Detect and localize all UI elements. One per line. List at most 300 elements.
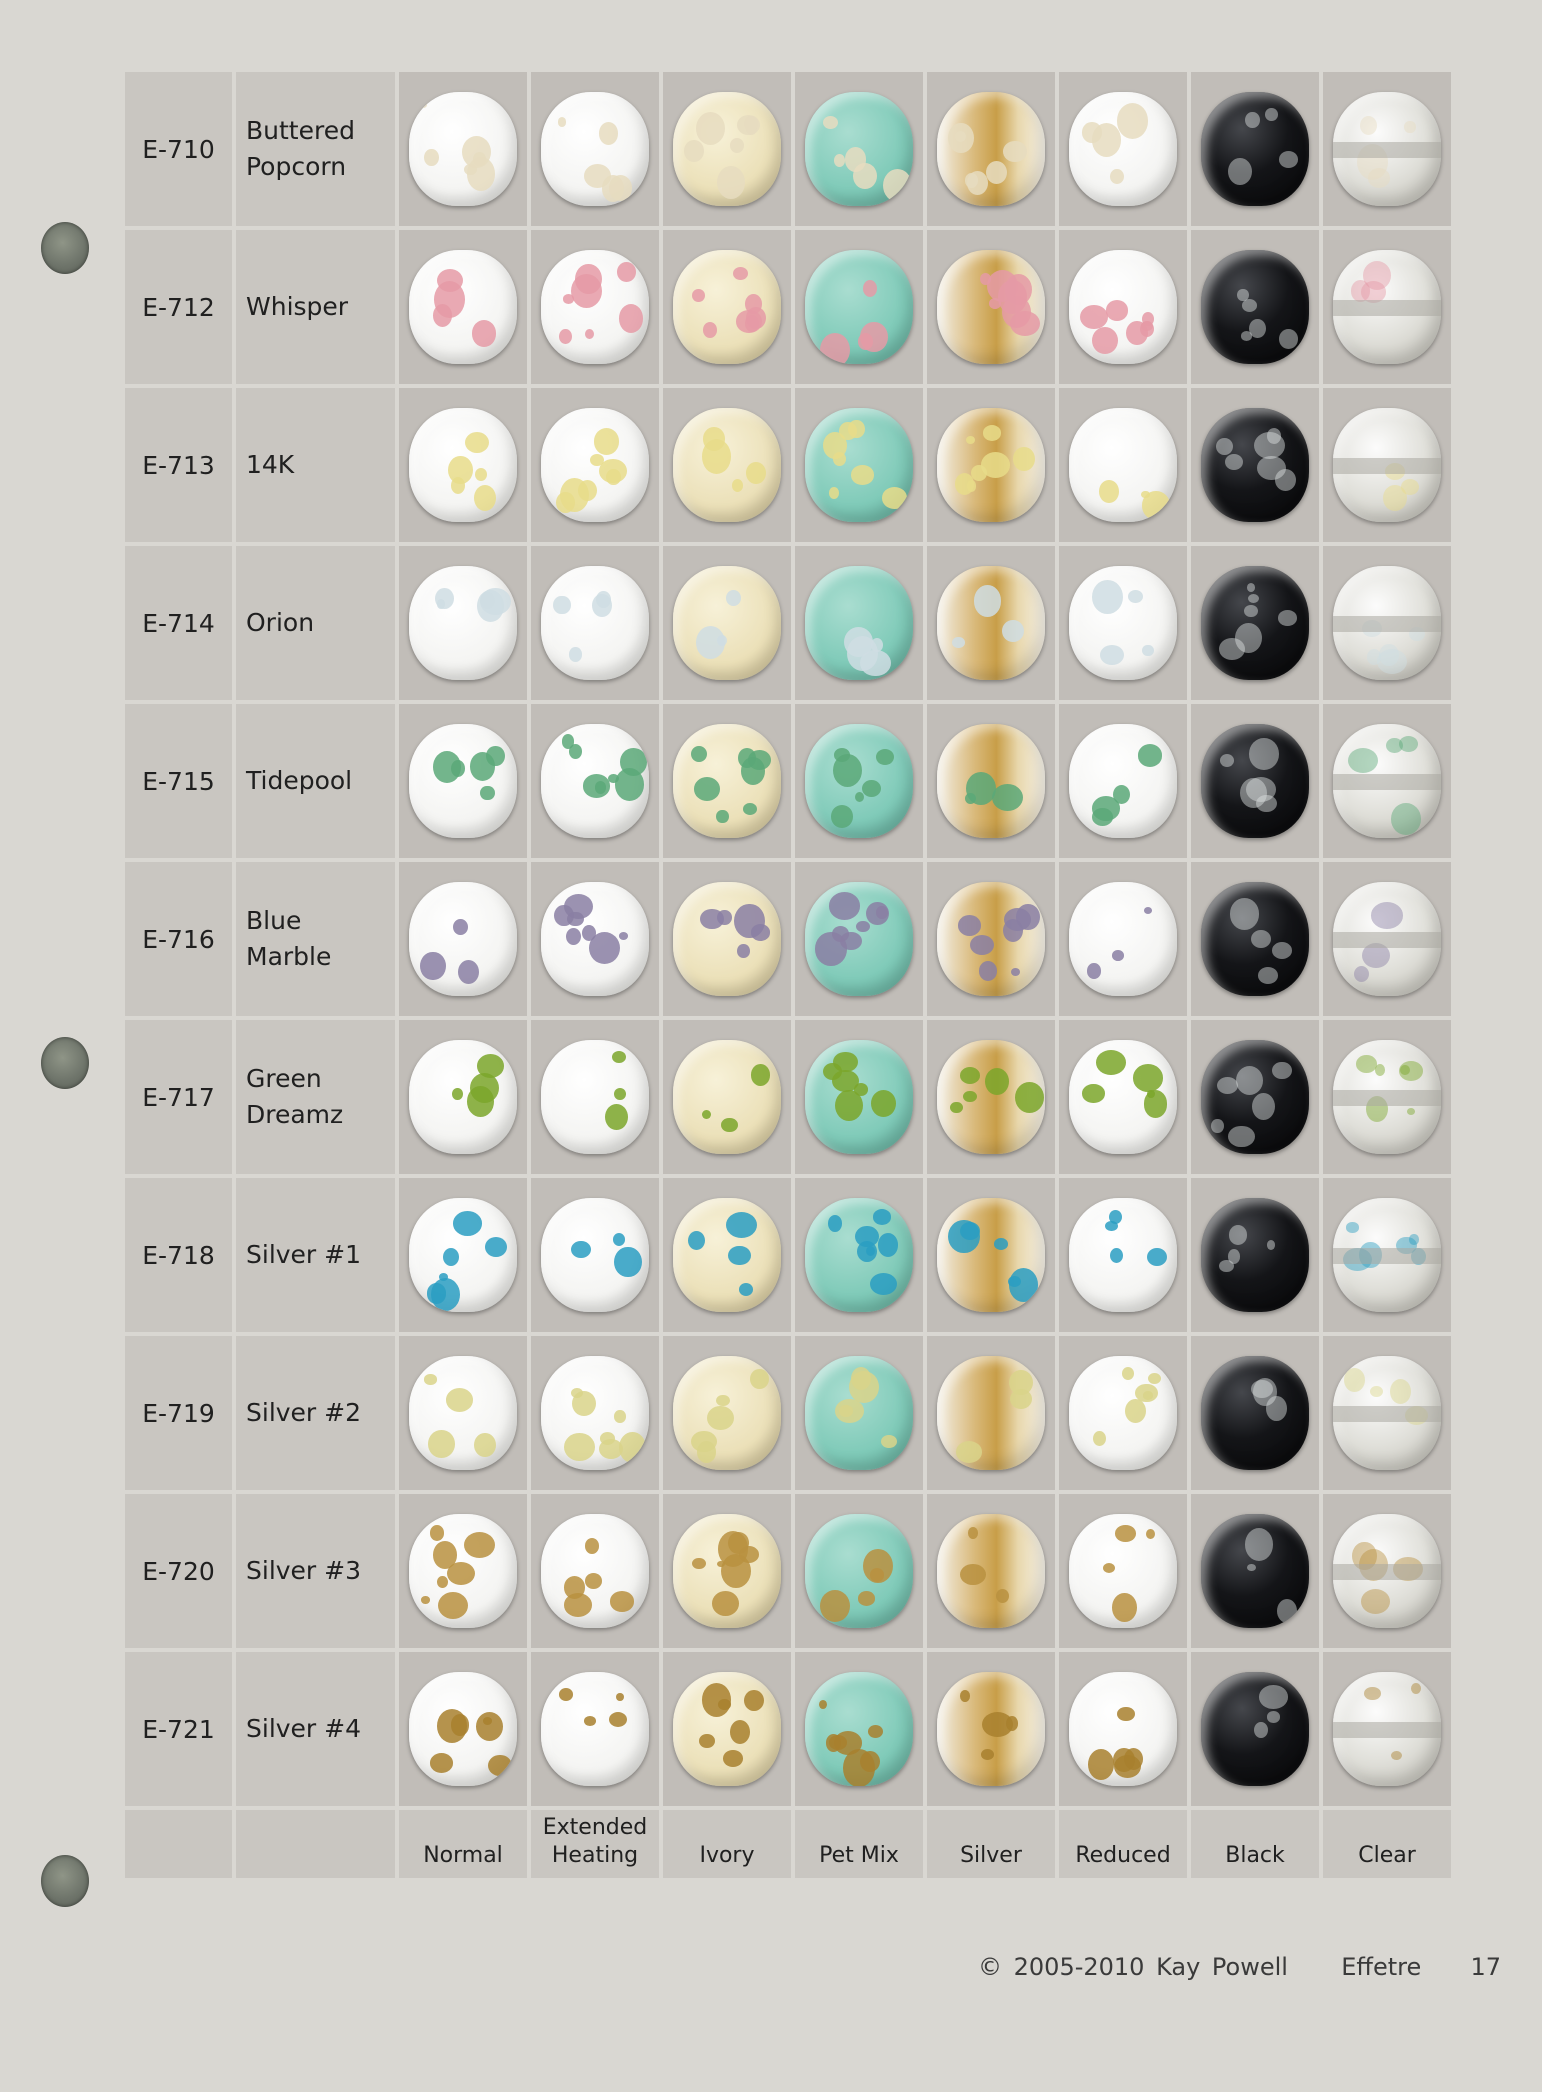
bead-sample [1201,408,1309,522]
bead-cell [399,72,527,226]
bead-spot [1252,1093,1275,1120]
bead-spot [453,919,468,935]
bead-cell [531,230,659,384]
bead-spot [1103,1563,1115,1573]
bead-spot [834,154,845,167]
bead-spot [750,1369,769,1389]
bead-spot [1279,329,1298,349]
bead-spot [979,961,998,981]
bead-spot [1117,103,1149,139]
bead-sample [805,408,913,522]
bead-spot [848,420,864,438]
bead-spot [688,1231,705,1250]
bead-spot [1211,1119,1223,1133]
bead-spot [726,1212,757,1238]
bead-sample [805,1356,913,1470]
bead-sample [1069,408,1177,522]
bead-spot [1265,108,1277,121]
bead-spot [696,112,725,145]
bead-sample [805,566,913,680]
bead-spot [691,746,707,763]
bead-cell [531,546,659,700]
bead-spot [955,131,966,142]
bead-spot [820,1590,850,1622]
bead-spot [835,1090,863,1121]
bead-sample [1201,1198,1309,1312]
bead-spot [960,1067,980,1084]
bead-spot [571,1241,591,1258]
bead-sample [1069,1040,1177,1154]
bead-cell [531,388,659,542]
bead-cell [1191,388,1319,542]
bead-spot [1272,1062,1291,1080]
bead-spot [862,780,881,798]
bead-cell [1191,546,1319,700]
bead-cell [795,862,923,1016]
bead-spot [1092,327,1119,355]
bead-spot [878,1233,898,1256]
bead-cell [399,1020,527,1174]
bead-spot [437,1576,448,1588]
bead-spot [594,428,619,454]
bead-spot [1147,1248,1168,1267]
bead-sample [1201,724,1309,838]
bead-cell [663,1336,791,1490]
bead-spot [1279,151,1299,168]
bead-cell [531,862,659,1016]
bead-spot [863,280,877,297]
bead-spot [427,1283,447,1303]
bead-spot [1241,331,1253,341]
bead-spot [819,1700,827,1709]
bead-cell [1059,1494,1187,1648]
bead-cell [795,1178,923,1332]
bead-cell [1323,1494,1451,1648]
bead-spot [472,320,496,346]
bead-spot [616,1693,624,1702]
bead-cell [531,72,659,226]
bead-cell [795,72,923,226]
bead-spot [845,147,866,171]
bead-spot [562,734,574,748]
bead-spot [465,432,489,453]
bead-cell [1191,704,1319,858]
bead-spot [851,1367,871,1390]
bead-spot [1228,1126,1254,1148]
bead-spot [1242,299,1257,312]
bead-spot [745,294,762,314]
bead-spot [609,1712,628,1728]
bead-spot [1359,1549,1388,1581]
bead-spot [572,1391,596,1416]
bead-sample [937,92,1045,206]
glass-code: E-717 [125,1020,232,1174]
bead-cell [531,1652,659,1806]
bead-spot [751,1064,770,1086]
bead-sample [409,1198,517,1312]
bead-spot [605,1104,628,1130]
bead-cell [1191,230,1319,384]
bead-sample [673,92,781,206]
bead-sample [409,408,517,522]
bead-cell [1191,1652,1319,1806]
bead-sample [1333,1672,1441,1786]
bead-spot [599,122,618,144]
bead-cell [531,1020,659,1174]
bead-spot [435,588,454,609]
bead-spot [692,289,705,302]
bead-spot [613,1233,625,1246]
bead-spot [1275,469,1296,492]
bead-spot [876,749,894,765]
bead-spot [983,425,1001,440]
bead-sample [805,1514,913,1628]
bead-sample [673,250,781,364]
bead-sample [541,1356,649,1470]
bead-spot [960,1564,986,1586]
bead-cell [1323,704,1451,858]
bead-spot [956,1441,982,1463]
glass-name: Orion [236,546,395,700]
bead-spot [451,1714,470,1736]
bead-spot [1115,1525,1136,1542]
bead-spot [464,1532,495,1558]
bead-sample [409,1514,517,1628]
bead-sample [409,566,517,680]
bead-cell [1059,72,1187,226]
bead-spot [1003,919,1023,942]
bead-cell [663,388,791,542]
column-label: Reduced [1059,1810,1187,1878]
bead-spot [1343,1248,1371,1271]
bead-spot [834,748,850,762]
bead-cell [1059,862,1187,1016]
bead-spot [1267,428,1281,444]
bead-sample [541,566,649,680]
bead-spot [1015,1082,1044,1113]
bead-sample [1069,1672,1177,1786]
bead-spot [1245,112,1259,128]
bead-spot [1346,1222,1358,1232]
bead-sample [805,724,913,838]
bead-spot [1247,583,1255,592]
bead-sample [937,566,1045,680]
bead-cell [795,1336,923,1490]
bead-spot [1141,491,1149,498]
bead-spot [1117,1707,1134,1721]
bead-spot [1144,907,1152,914]
column-label: Ivory [663,1810,791,1878]
bead-sample [673,408,781,522]
bead-sample [1069,566,1177,680]
bead-spot [966,772,996,805]
bead-cell [795,230,923,384]
bead-sample [937,724,1045,838]
bead-spot [1411,1683,1421,1694]
bead-spot [684,140,703,162]
bead-spot [453,1211,482,1236]
bead-sample [937,1672,1045,1786]
bead-spot [958,915,982,936]
bead-spot [1267,1240,1275,1250]
bead-spot [996,1589,1009,1603]
bead-spot [1361,1589,1390,1614]
bead-spot [871,1090,896,1117]
bead-spot [1246,777,1276,802]
glass-code: E-719 [125,1336,232,1490]
bead-spot [612,1051,626,1063]
bead-cell [927,862,1055,1016]
glass-code: E-714 [125,546,232,700]
bead-spot [699,1734,715,1748]
bead-spot [948,1220,979,1253]
bead-spot [1266,1396,1287,1421]
bead-cell [663,1178,791,1332]
bead-spot [609,175,633,201]
bead-cell [399,862,527,1016]
bead-sample [541,1198,649,1312]
bead-spot [617,262,636,282]
bead-spot [474,485,496,511]
bead-spot [1251,930,1271,948]
bead-spot [615,768,645,801]
glass-name: 14K [236,388,395,542]
bead-cell [663,704,791,858]
bead-cell [1323,1652,1451,1806]
bead-sample [937,1198,1045,1312]
bead-sample [937,1356,1045,1470]
bead-spot [823,116,838,129]
bead-sample [1201,566,1309,680]
bead-spot [1385,463,1405,480]
bead-cell [531,1494,659,1648]
bead-spot [420,952,445,981]
bead-spot [559,329,572,345]
bead-sample [1333,1198,1441,1312]
bead-sample [1069,724,1177,838]
bead-cell [399,388,527,542]
bead-spot [1143,1391,1153,1399]
bead-cell [1323,1020,1451,1174]
bead-spot [829,487,840,499]
bead-spot [1405,1406,1428,1425]
bead-spot [1407,1108,1416,1115]
bead-sample [541,724,649,838]
glass-name: Silver #4 [236,1652,395,1806]
bead-sample [1333,724,1441,838]
bead-sample [1069,92,1177,206]
bead-spot [1277,1599,1297,1623]
bead-spot [692,1558,706,1570]
bead-spot [1383,485,1407,512]
bead-spot [694,777,721,801]
column-label: Clear [1323,1810,1451,1878]
bead-spot [575,264,602,295]
column-label: Pet Mix [795,1810,923,1878]
bead-cell [1191,1178,1319,1332]
bead-spot [1366,1096,1388,1122]
bead-sample [409,882,517,996]
bead-spot [1122,1367,1134,1380]
bead-sample [1333,408,1441,522]
bead-spot [970,935,994,955]
bead-sample [673,566,781,680]
bead-cell [927,388,1055,542]
bead-spot [717,1561,725,1568]
bead-cell [1191,1020,1319,1174]
bead-spot [1364,1687,1381,1701]
bead-cell [927,1336,1055,1490]
bead-spot [815,932,846,965]
bead-spot [726,590,741,606]
bead-spot [433,1541,457,1569]
bead-spot [1228,1249,1240,1264]
bead-spot [743,803,757,815]
bead-spot [1344,1368,1365,1392]
glass-name: Blue Marble [236,862,395,1016]
bead-spot [424,149,438,166]
bead-cell [1323,862,1451,1016]
bead-cell [663,1652,791,1806]
bead-spot [1356,1055,1377,1073]
bead-spot [619,1432,646,1463]
bead-cell [663,1494,791,1648]
bead-spot [717,166,745,199]
column-label: Extended Heating [531,1810,659,1878]
bead-spot [1013,447,1035,471]
bead-spot [952,637,964,648]
bead-spot [992,784,1023,811]
bead-spot [1144,1090,1168,1117]
bead-spot [485,1237,507,1257]
bead-spot [876,906,887,918]
bead-spot [1225,454,1243,470]
bead-spot [986,161,1007,184]
bead-spot [1254,1722,1268,1738]
bead-sample [937,408,1045,522]
bead-spot [1110,1248,1123,1263]
bead-spot [721,1118,737,1132]
bead-spot [696,626,725,659]
bead-spot [1247,1564,1256,1571]
glass-name: Silver #1 [236,1178,395,1332]
bead-cell [927,1178,1055,1332]
bead-spot [751,924,771,940]
bead-spot [446,1388,474,1412]
bead-spot [832,1070,859,1092]
bead-spot [474,1433,496,1457]
bead-spot [700,909,724,930]
bead-cell [1191,862,1319,1016]
bead-sample [409,1040,517,1154]
bead-spot [707,1406,734,1430]
bead-sample [541,1040,649,1154]
bead-cell [399,1336,527,1490]
bead-sample [1069,1198,1177,1312]
bead-sample [1333,92,1441,206]
bead-cell [1323,230,1451,384]
bead-color-chart [125,72,1451,1878]
bead-sample [541,1514,649,1628]
bead-sample [1201,1514,1309,1628]
bead-cell [663,1020,791,1174]
bead-spot [1146,1529,1155,1539]
bead-spot [863,1549,893,1583]
bead-spot [1258,967,1279,984]
bead-cell [1191,1336,1319,1490]
bead-spot [831,805,853,828]
column-label: Black [1191,1810,1319,1878]
bead-spot [483,1717,492,1725]
bead-cell [663,862,791,1016]
bead-spot [856,921,870,933]
bead-cell [1059,388,1187,542]
bead-cell [1059,1336,1187,1490]
bead-sample [1333,1514,1441,1628]
bead-spot [883,169,912,203]
bead-spot [1092,580,1123,614]
bead-spot [1230,898,1259,929]
bead-sample [1201,1672,1309,1786]
bead-spot [1096,1050,1126,1075]
bead-spot [1259,1685,1288,1708]
bead-cell [927,704,1055,858]
bead-sample [805,882,913,996]
bead-sample [937,882,1045,996]
bead-sample [1333,250,1441,364]
bead-spot [1106,300,1129,321]
bead-spot [470,1073,500,1104]
bead-sample [673,1356,781,1470]
bead-spot [1148,1373,1161,1384]
bead-sample [673,882,781,996]
bead-spot [733,267,748,280]
bead-spot [858,1591,875,1605]
bead-cell [399,1652,527,1806]
bead-spot [1082,1084,1104,1102]
bead-spot [1409,1234,1418,1244]
bead-cell [1191,72,1319,226]
bead-spot [723,1750,743,1766]
bead-spot [981,452,1010,478]
bead-spot [1080,305,1108,329]
glass-code: E-718 [125,1178,232,1332]
bead-spot [748,750,771,770]
bead-spot [421,1596,429,1603]
bead-spot [716,810,728,824]
bead-spot [559,1688,573,1700]
bead-sample [1201,250,1309,364]
bead-spot [480,786,494,801]
bead-cell [795,704,923,858]
bead-cell [531,1336,659,1490]
bead-cell [663,230,791,384]
bead-spot [1248,594,1260,604]
glass-name: Tidepool [236,704,395,858]
bead-spot [1105,1221,1118,1231]
bead-sample [1201,882,1309,996]
bead-spot [739,1283,753,1296]
bead-spot [1112,950,1124,961]
bead-spot [994,1238,1008,1250]
bead-spot [1348,748,1378,773]
glass-code: E-716 [125,862,232,1016]
binder-hole-bottom [41,1855,89,1907]
bead-cell [399,230,527,384]
bead-spot [857,1241,877,1262]
bead-spot [614,1410,625,1422]
glass-name: Silver #3 [236,1494,395,1648]
